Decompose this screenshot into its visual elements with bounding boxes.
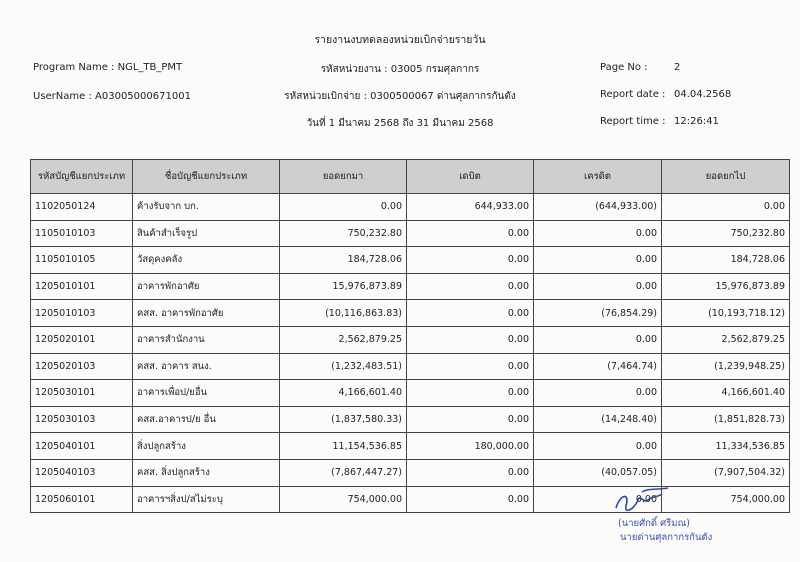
account-code-cell: 1205010103 — [31, 300, 133, 327]
username: UserName : A03005000671001 — [33, 91, 191, 102]
credit-cell: (7,464.74) — [534, 353, 662, 380]
signature-block — [592, 486, 732, 556]
closing-balance-cell: 11,334,536.85 — [662, 433, 790, 460]
table-row — [31, 459, 790, 486]
credit-cell: (76,854.29) — [534, 300, 662, 327]
table-row — [31, 326, 790, 353]
program-name: Program Name : NGL_TB_PMT — [33, 62, 183, 73]
table-row — [31, 406, 790, 433]
credit-cell: 0.00 — [534, 433, 662, 460]
report-time: 12:26:41 — [674, 116, 719, 127]
account-code-cell: 1205060101 — [31, 486, 133, 513]
debit-cell: 644,933.00 — [407, 194, 534, 221]
opening-balance-cell: 11,154,536.85 — [280, 433, 407, 460]
closing-balance-cell: 0.00 — [662, 194, 790, 221]
debit-cell: 0.00 — [407, 247, 534, 274]
opening-balance-cell: (10,116,863.83) — [280, 300, 407, 327]
credit-cell: 0.00 — [534, 380, 662, 407]
col-header-closing-balance: ยอดยกไป — [662, 160, 790, 194]
table-row — [31, 300, 790, 327]
table-row — [31, 220, 790, 247]
credit-cell: 0.00 — [534, 247, 662, 274]
account-name-cell: อาคารฯสิ่งป/สไม่ระบุ — [133, 486, 280, 513]
opening-balance-cell: (7,867,447.27) — [280, 459, 407, 486]
trial-balance-table — [30, 159, 790, 513]
closing-balance-cell: (7,907,504.32) — [662, 459, 790, 486]
account-name-cell: สิ่งปลูกสร้าง — [133, 433, 280, 460]
report-date-label: Report date : — [600, 89, 666, 100]
table-header-row — [31, 160, 790, 194]
account-code-cell: 1102050124 — [31, 194, 133, 221]
page-no-label: Page No : — [600, 62, 648, 73]
closing-balance-cell: 4,166,601.40 — [662, 380, 790, 407]
closing-balance-cell: 750,232.80 — [662, 220, 790, 247]
account-name-cell: คสส. อาคาร สนง. — [133, 353, 280, 380]
report-period: วันที่ 1 มีนาคม 2568 ถึง 31 มีนาคม 2568 — [306, 118, 494, 129]
account-name-cell: อาคารเพื่อป/ยอื่น — [133, 380, 280, 407]
debit-cell: 0.00 — [407, 380, 534, 407]
closing-balance-cell: 2,562,879.25 — [662, 326, 790, 353]
account-code-cell: 1105010103 — [31, 220, 133, 247]
table-row — [31, 273, 790, 300]
table-row — [31, 380, 790, 407]
credit-cell: (40,057.05) — [534, 459, 662, 486]
closing-balance-cell: 15,976,873.89 — [662, 273, 790, 300]
credit-cell: (14,248.40) — [534, 406, 662, 433]
account-code-cell: 1205020103 — [31, 353, 133, 380]
debit-cell: 0.00 — [407, 406, 534, 433]
opening-balance-cell: 750,232.80 — [280, 220, 407, 247]
credit-cell: 0.00 — [534, 486, 662, 513]
debit-cell: 0.00 — [407, 353, 534, 380]
opening-balance-cell: 0.00 — [280, 194, 407, 221]
closing-balance-cell: (10,193,718.12) — [662, 300, 790, 327]
opening-balance-cell: (1,232,483.51) — [280, 353, 407, 380]
table-row — [31, 247, 790, 274]
col-header-debit: เดบิต — [407, 160, 534, 194]
signatory-name: (นายศักดิ์ ศรีมณ) — [618, 518, 690, 529]
table-row — [31, 353, 790, 380]
opening-balance-cell: 754,000.00 — [280, 486, 407, 513]
table-row — [31, 433, 790, 460]
account-name-cell: คสส. สิ่งปลูกสร้าง — [133, 459, 280, 486]
table-row — [31, 194, 790, 221]
account-name-cell: คสส. อาคารพักอาศัย — [133, 300, 280, 327]
report-time-label: Report time : — [600, 116, 666, 127]
debit-cell: 0.00 — [407, 273, 534, 300]
account-code-cell: 1105010105 — [31, 247, 133, 274]
col-header-credit: เครดิต — [534, 160, 662, 194]
col-header-account-code: รหัสบัญชีแยกประเภท — [31, 160, 133, 194]
debit-cell: 0.00 — [407, 486, 534, 513]
debit-cell: 0.00 — [407, 459, 534, 486]
debit-cell: 0.00 — [407, 326, 534, 353]
opening-balance-cell: 184,728.06 — [280, 247, 407, 274]
opening-balance-cell: 2,562,879.25 — [280, 326, 407, 353]
opening-balance-cell: (1,837,580.33) — [280, 406, 407, 433]
signature-scribble-icon — [612, 486, 672, 518]
debit-cell: 0.00 — [407, 300, 534, 327]
credit-cell: 0.00 — [534, 273, 662, 300]
credit-cell: 0.00 — [534, 220, 662, 247]
col-header-opening-balance: ยอดยกมา — [280, 160, 407, 194]
col-header-account-name: ชื่อบัญชีแยกประเภท — [133, 160, 280, 194]
closing-balance-cell: 184,728.06 — [662, 247, 790, 274]
debit-cell: 180,000.00 — [407, 433, 534, 460]
account-name-cell: คสส.อาคารป/ย อื่น — [133, 406, 280, 433]
account-code-cell: 1205010101 — [31, 273, 133, 300]
account-name-cell: อาคารสำนักงาน — [133, 326, 280, 353]
credit-cell: (644,933.00) — [534, 194, 662, 221]
signatory-position: นายด่านศุลกากรกันตัง — [620, 532, 713, 543]
report-date: 04.04.2568 — [674, 89, 732, 100]
closing-balance-cell: 754,000.00 — [662, 486, 790, 513]
closing-balance-cell: (1,239,948.25) — [662, 353, 790, 380]
opening-balance-cell: 4,166,601.40 — [280, 380, 407, 407]
account-code-cell: 1205040101 — [31, 433, 133, 460]
account-code-cell: 1205020101 — [31, 326, 133, 353]
account-name-cell: ค้างรับจาก บก. — [133, 194, 280, 221]
closing-balance-cell: (1,851,828.73) — [662, 406, 790, 433]
report-title: รายงานงบทดลองหน่วยเบิกจ่ายรายวัน — [314, 34, 486, 46]
account-code-cell: 1205040103 — [31, 459, 133, 486]
account-name-cell: อาคารพักอาศัย — [133, 273, 280, 300]
account-name-cell: สินค้าสำเร็จรูป — [133, 220, 280, 247]
account-code-cell: 1205030101 — [31, 380, 133, 407]
opening-balance-cell: 15,976,873.89 — [280, 273, 407, 300]
account-code-cell: 1205030103 — [31, 406, 133, 433]
agency-code: รหัสหน่วยงาน : 03005 กรมศุลกากร — [320, 64, 480, 75]
debit-cell: 0.00 — [407, 220, 534, 247]
account-name-cell: วัสดุคงคลัง — [133, 247, 280, 274]
credit-cell: 0.00 — [534, 326, 662, 353]
disbursing-unit: รหัสหน่วยเบิกจ่าย : 0300500067 ด่านศุลกากรกันตัง — [284, 91, 516, 102]
page-no: 2 — [674, 62, 681, 73]
